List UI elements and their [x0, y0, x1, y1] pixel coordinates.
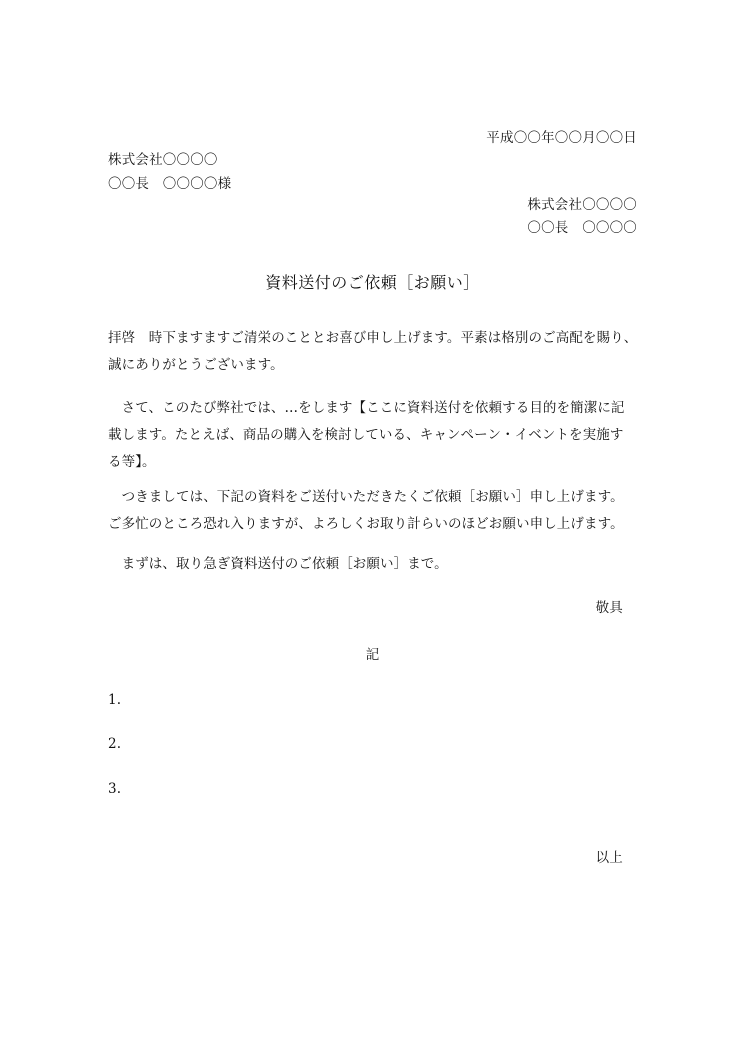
- paragraph-line: る等】。: [108, 454, 156, 470]
- request-paragraph: [108, 484, 638, 538]
- sender-company: 株式会社〇〇〇〇: [527, 197, 637, 213]
- closing-paragraph: [108, 551, 638, 578]
- recipient-company: 株式会社〇〇〇〇: [108, 152, 218, 168]
- ending-ijo: 以上: [595, 850, 623, 866]
- paragraph-line: 誠にありがとうございます。: [108, 357, 284, 373]
- closing-keigu: 敬具: [595, 600, 623, 616]
- list-item-2: 2.: [108, 736, 122, 752]
- list-item-3: 3.: [108, 781, 122, 797]
- paragraph-line: ご多忙のところ恐れ入りますが、よろしくお取り計らいのほどお願い申し上げます。: [108, 516, 624, 532]
- paragraph-line: つきましては、下記の資料をご送付いただきたくご依頼［お願い］申し上げます。: [108, 489, 624, 505]
- document-date: 平成〇〇年〇〇月〇〇日: [486, 130, 637, 146]
- paragraph-line: 拝啓 時下ますますご清栄のこととお喜び申し上げます。平素は格別のご高配を賜り、: [108, 330, 638, 346]
- greeting-paragraph: [108, 325, 638, 379]
- document-title: 資料送付のご依頼［お願い］: [265, 273, 480, 292]
- sender-person: 〇〇長 〇〇〇〇: [527, 220, 637, 236]
- ki-heading: 記: [365, 647, 380, 663]
- paragraph-line: 載します。たとえば、商品の購入を検討している、キャンペーン・イベントを実施す: [108, 427, 624, 443]
- list-item-1: 1.: [108, 692, 122, 708]
- recipient-person: 〇〇長 〇〇〇〇様: [108, 176, 232, 192]
- paragraph-line: まずは、取り急ぎ資料送付のご依頼［お願い］まで。: [108, 556, 448, 572]
- purpose-paragraph: [108, 395, 638, 476]
- paragraph-line: さて、このたび弊社では、…をします【ここに資料送付を依頼する目的を簡潔に記: [108, 400, 625, 416]
